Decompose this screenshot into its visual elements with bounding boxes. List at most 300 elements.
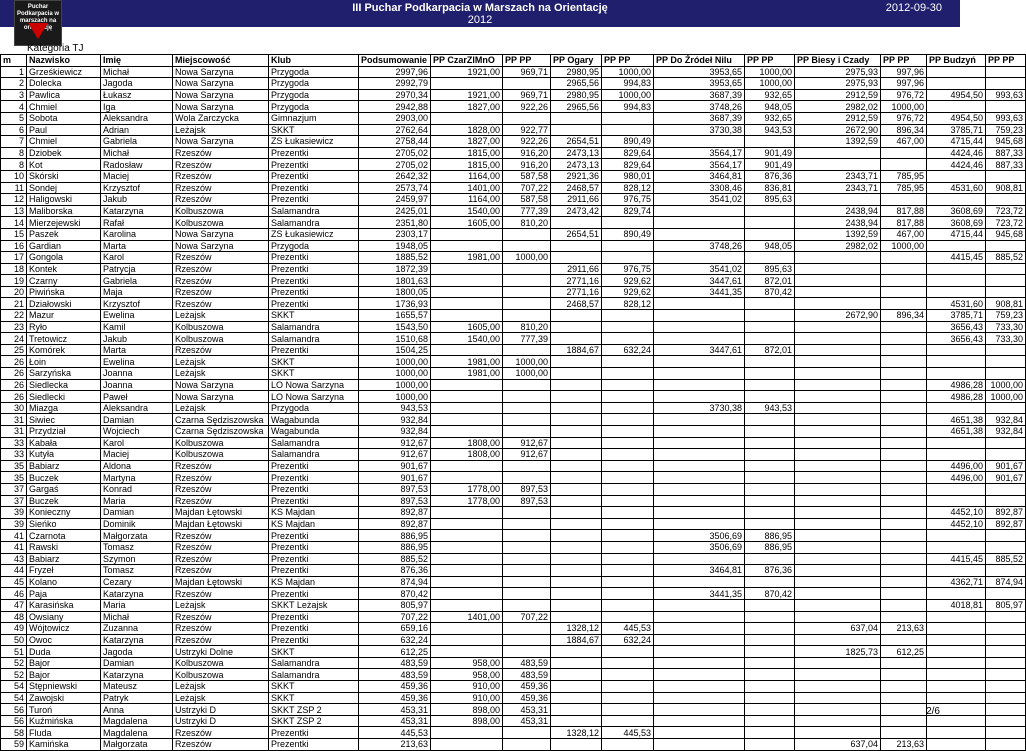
table-cell: Sieńko bbox=[27, 518, 101, 530]
table-cell bbox=[881, 356, 927, 368]
table-cell bbox=[503, 623, 551, 635]
table-cell bbox=[795, 298, 881, 310]
table-cell bbox=[551, 356, 602, 368]
table-cell: Stępniewski bbox=[27, 681, 101, 693]
table-cell: 4954,50 bbox=[927, 89, 986, 101]
table-cell: Tomasz bbox=[101, 565, 173, 577]
table-cell: Rzeszów bbox=[173, 286, 269, 298]
table-cell: 1801,63 bbox=[359, 275, 431, 287]
table-cell: 3608,69 bbox=[927, 217, 986, 229]
table-cell: 922,77 bbox=[503, 124, 551, 136]
table-cell bbox=[602, 124, 654, 136]
table-cell: 3656,43 bbox=[927, 333, 986, 345]
table-cell: Sarzyńska bbox=[27, 368, 101, 380]
table-cell bbox=[431, 634, 503, 646]
table-cell: 1000,00 bbox=[745, 66, 795, 78]
table-cell: 1808,00 bbox=[431, 449, 503, 461]
table-cell: Prezentki bbox=[269, 182, 359, 194]
table-cell bbox=[927, 530, 986, 542]
table-cell: Siedlecki bbox=[27, 391, 101, 403]
table-cell bbox=[602, 530, 654, 542]
table-cell bbox=[503, 275, 551, 287]
table-cell bbox=[881, 715, 927, 727]
table-cell: 3464,81 bbox=[654, 170, 745, 182]
table-cell: Mierzejewski bbox=[27, 217, 101, 229]
table-cell bbox=[654, 623, 745, 635]
column-header: PP PP bbox=[881, 55, 927, 67]
table-row bbox=[1, 657, 1026, 669]
table-cell bbox=[551, 472, 602, 484]
table-cell bbox=[795, 507, 881, 519]
table-cell bbox=[503, 472, 551, 484]
table-cell bbox=[551, 507, 602, 519]
table-cell bbox=[654, 310, 745, 322]
table-cell: Kolbuszowa bbox=[173, 205, 269, 217]
table-cell: Maria bbox=[101, 495, 173, 507]
table-cell: Sondej bbox=[27, 182, 101, 194]
table-cell: 829,74 bbox=[602, 205, 654, 217]
table-cell bbox=[602, 518, 654, 530]
table-cell: 2343,71 bbox=[795, 182, 881, 194]
table-cell bbox=[745, 217, 795, 229]
table-cell: Rzeszów bbox=[173, 159, 269, 171]
table-row bbox=[1, 530, 1026, 542]
table-cell: 1884,67 bbox=[551, 634, 602, 646]
table-cell bbox=[881, 298, 927, 310]
table-cell: 41 bbox=[1, 541, 27, 553]
table-cell bbox=[431, 541, 503, 553]
table-cell bbox=[745, 228, 795, 240]
table-cell bbox=[881, 263, 927, 275]
table-cell: 37 bbox=[1, 483, 27, 495]
table-cell: 976,72 bbox=[881, 112, 927, 124]
table-cell bbox=[602, 321, 654, 333]
table-cell: 2997,96 bbox=[359, 66, 431, 78]
page-number: 2/6 bbox=[926, 706, 940, 717]
table-cell bbox=[654, 426, 745, 438]
table-cell: Damian bbox=[101, 507, 173, 519]
page-title: III Puchar Podkarpacia w Marszach na Orientację bbox=[352, 2, 608, 14]
table-cell bbox=[602, 240, 654, 252]
table-cell bbox=[881, 692, 927, 704]
table-cell bbox=[551, 437, 602, 449]
table-cell: 54 bbox=[1, 681, 27, 693]
table-cell: 829,64 bbox=[602, 159, 654, 171]
table-cell: 4415,45 bbox=[927, 553, 986, 565]
table-row bbox=[1, 170, 1026, 182]
table-cell: 759,23 bbox=[986, 310, 1026, 322]
table-cell: 59 bbox=[1, 739, 27, 751]
table-cell: Kuźmińska bbox=[27, 715, 101, 727]
table-cell: 1981,00 bbox=[431, 252, 503, 264]
table-cell bbox=[503, 599, 551, 611]
table-cell: 829,64 bbox=[602, 147, 654, 159]
table-cell bbox=[431, 426, 503, 438]
table-cell: 3564,17 bbox=[654, 159, 745, 171]
table-cell: Pawlica bbox=[27, 89, 101, 101]
table-cell: 8 bbox=[1, 147, 27, 159]
table-cell bbox=[654, 727, 745, 739]
table-cell: 885,52 bbox=[986, 252, 1026, 264]
table-cell: 1510,68 bbox=[359, 333, 431, 345]
table-cell bbox=[927, 541, 986, 553]
table-row bbox=[1, 368, 1026, 380]
cup-logo bbox=[14, 0, 62, 46]
table-cell bbox=[795, 588, 881, 600]
table-cell: Wagabunda bbox=[269, 426, 359, 438]
table-cell: Wagabunda bbox=[269, 414, 359, 426]
table-cell: 777,39 bbox=[503, 205, 551, 217]
table-cell: 2573,74 bbox=[359, 182, 431, 194]
table-cell: Kolano bbox=[27, 576, 101, 588]
table-row bbox=[1, 89, 1026, 101]
table-cell: Katarzyna bbox=[101, 588, 173, 600]
table-cell: 3441,35 bbox=[654, 286, 745, 298]
table-cell bbox=[431, 507, 503, 519]
table-cell: 459,36 bbox=[359, 681, 431, 693]
table-cell bbox=[795, 472, 881, 484]
table-cell: 3730,38 bbox=[654, 124, 745, 136]
table-cell: 16 bbox=[1, 240, 27, 252]
table-cell bbox=[551, 588, 602, 600]
table-cell: 483,59 bbox=[359, 657, 431, 669]
table-cell: 876,36 bbox=[745, 565, 795, 577]
table-cell bbox=[551, 715, 602, 727]
table-cell: 897,53 bbox=[359, 495, 431, 507]
table-cell bbox=[654, 449, 745, 461]
table-cell bbox=[551, 541, 602, 553]
table-cell: 901,67 bbox=[986, 460, 1026, 472]
table-cell bbox=[654, 437, 745, 449]
table-cell: 932,84 bbox=[359, 426, 431, 438]
table-cell: Patrycja bbox=[101, 263, 173, 275]
table-cell bbox=[602, 460, 654, 472]
table-cell: 733,30 bbox=[986, 321, 1026, 333]
table-cell bbox=[927, 368, 986, 380]
table-cell: Kolbuszowa bbox=[173, 217, 269, 229]
table-cell: 2459,97 bbox=[359, 194, 431, 206]
table-cell bbox=[927, 495, 986, 507]
table-cell bbox=[654, 368, 745, 380]
table-cell bbox=[986, 437, 1026, 449]
table-cell: 892,87 bbox=[986, 518, 1026, 530]
table-cell: 948,05 bbox=[745, 240, 795, 252]
table-cell: KS Majdan bbox=[269, 518, 359, 530]
table-cell bbox=[986, 449, 1026, 461]
table-row bbox=[1, 78, 1026, 90]
table-cell: 35 bbox=[1, 472, 27, 484]
table-cell: KS Majdan bbox=[269, 576, 359, 588]
table-row bbox=[1, 495, 1026, 507]
column-header: PP PP bbox=[602, 55, 654, 67]
table-cell: 467,00 bbox=[881, 228, 927, 240]
table-cell bbox=[745, 704, 795, 716]
table-cell: Rafał bbox=[101, 217, 173, 229]
table-cell: Krzysztof bbox=[101, 298, 173, 310]
table-row bbox=[1, 205, 1026, 217]
table-cell bbox=[881, 379, 927, 391]
table-cell bbox=[881, 634, 927, 646]
table-cell: Paja bbox=[27, 588, 101, 600]
table-row bbox=[1, 472, 1026, 484]
table-cell: Prezentki bbox=[269, 170, 359, 182]
table-cell: 976,75 bbox=[602, 194, 654, 206]
table-cell: 2980,95 bbox=[551, 89, 602, 101]
table-cell bbox=[986, 611, 1026, 623]
table-cell bbox=[654, 391, 745, 403]
table-cell: 2758,44 bbox=[359, 136, 431, 148]
table-cell: 896,34 bbox=[881, 310, 927, 322]
table-cell: Miazga bbox=[27, 402, 101, 414]
table-cell bbox=[654, 333, 745, 345]
table-cell: 908,81 bbox=[986, 182, 1026, 194]
table-cell bbox=[503, 263, 551, 275]
table-cell bbox=[881, 286, 927, 298]
table-cell: 836,81 bbox=[745, 182, 795, 194]
table-cell bbox=[927, 657, 986, 669]
table-cell: 26 bbox=[1, 356, 27, 368]
table-cell: Ustrzyki D bbox=[173, 704, 269, 716]
table-cell bbox=[745, 136, 795, 148]
logo-mark-icon bbox=[28, 23, 48, 39]
table-cell bbox=[503, 634, 551, 646]
table-cell bbox=[551, 692, 602, 704]
table-cell bbox=[654, 472, 745, 484]
table-cell: Rzeszów bbox=[173, 634, 269, 646]
table-cell: 1000,00 bbox=[881, 101, 927, 113]
table-cell: Rzeszów bbox=[173, 194, 269, 206]
table-cell bbox=[602, 437, 654, 449]
table-cell bbox=[927, 402, 986, 414]
table-cell bbox=[654, 704, 745, 716]
table-cell: Leżajsk bbox=[173, 310, 269, 322]
table-cell bbox=[745, 368, 795, 380]
table-cell: 1000,00 bbox=[359, 368, 431, 380]
table-cell: Martyna bbox=[101, 472, 173, 484]
table-cell bbox=[654, 576, 745, 588]
table-cell bbox=[927, 611, 986, 623]
table-cell: Majdan Łętowski bbox=[173, 518, 269, 530]
table-cell bbox=[881, 553, 927, 565]
table-cell: SKKT bbox=[269, 356, 359, 368]
table-cell bbox=[431, 576, 503, 588]
table-cell bbox=[551, 112, 602, 124]
table-cell: 1000,00 bbox=[359, 379, 431, 391]
table-cell bbox=[795, 321, 881, 333]
table-cell: 976,75 bbox=[602, 263, 654, 275]
table-row bbox=[1, 507, 1026, 519]
table-cell bbox=[431, 553, 503, 565]
table-cell: 1328,12 bbox=[551, 727, 602, 739]
table-cell: 969,71 bbox=[503, 66, 551, 78]
table-cell: 1655,57 bbox=[359, 310, 431, 322]
table-cell: Karol bbox=[101, 437, 173, 449]
table-cell bbox=[654, 681, 745, 693]
table-row bbox=[1, 124, 1026, 136]
table-cell: Mateusz bbox=[101, 681, 173, 693]
table-cell: 2942,88 bbox=[359, 101, 431, 113]
table-cell: Owsiany bbox=[27, 611, 101, 623]
table-cell: Magdalena bbox=[101, 715, 173, 727]
table-cell bbox=[503, 460, 551, 472]
table-cell: Krzysztof bbox=[101, 182, 173, 194]
table-cell: 885,52 bbox=[986, 553, 1026, 565]
table-cell bbox=[551, 368, 602, 380]
table-cell: Tomasz bbox=[101, 541, 173, 553]
table-cell bbox=[654, 495, 745, 507]
table-cell: Rzeszów bbox=[173, 460, 269, 472]
table-cell bbox=[602, 669, 654, 681]
table-cell: 3608,69 bbox=[927, 205, 986, 217]
table-cell bbox=[927, 681, 986, 693]
table-cell: Czarnota bbox=[27, 530, 101, 542]
table-row bbox=[1, 692, 1026, 704]
table-cell: 945,68 bbox=[986, 228, 1026, 240]
table-row bbox=[1, 391, 1026, 403]
table-cell bbox=[745, 623, 795, 635]
table-cell bbox=[986, 194, 1026, 206]
table-cell: 632,24 bbox=[602, 344, 654, 356]
table-cell bbox=[503, 78, 551, 90]
table-cell: 1605,00 bbox=[431, 321, 503, 333]
table-cell bbox=[503, 553, 551, 565]
table-cell bbox=[551, 530, 602, 542]
table-cell: Salamandra bbox=[269, 333, 359, 345]
table-cell bbox=[551, 124, 602, 136]
table-cell: 2771,16 bbox=[551, 286, 602, 298]
table-cell: Konrad bbox=[101, 483, 173, 495]
table-cell: 1164,00 bbox=[431, 194, 503, 206]
table-cell bbox=[745, 518, 795, 530]
table-cell: Prezentki bbox=[269, 344, 359, 356]
table-cell bbox=[602, 576, 654, 588]
table-cell: 4496,00 bbox=[927, 460, 986, 472]
column-header: PP Biesy i Czady bbox=[795, 55, 881, 67]
table-cell: 723,72 bbox=[986, 205, 1026, 217]
column-header: PP Budzyń bbox=[927, 55, 986, 67]
table-cell: Prezentki bbox=[269, 623, 359, 635]
table-row bbox=[1, 704, 1026, 716]
results-table bbox=[0, 54, 1026, 751]
table-cell: Prezentki bbox=[269, 263, 359, 275]
table-cell: 993,63 bbox=[986, 89, 1026, 101]
table-cell bbox=[927, 727, 986, 739]
table-cell bbox=[745, 252, 795, 264]
table-cell: Ewelina bbox=[101, 310, 173, 322]
table-cell bbox=[927, 623, 986, 635]
table-cell: 659,16 bbox=[359, 623, 431, 635]
table-cell bbox=[881, 147, 927, 159]
table-cell: 2473,13 bbox=[551, 159, 602, 171]
table-cell bbox=[881, 704, 927, 716]
table-cell: Prezentki bbox=[269, 147, 359, 159]
table-cell bbox=[881, 657, 927, 669]
table-cell: Kolbuszowa bbox=[173, 437, 269, 449]
table-cell bbox=[881, 402, 927, 414]
table-cell: 52 bbox=[1, 657, 27, 669]
table-row bbox=[1, 599, 1026, 611]
table-cell bbox=[795, 344, 881, 356]
table-cell: Rzeszów bbox=[173, 472, 269, 484]
table-cell bbox=[654, 460, 745, 472]
table-cell bbox=[551, 657, 602, 669]
table-cell: 870,42 bbox=[359, 588, 431, 600]
logo-text: Puchar Podkarpacia w marszach na orientację bbox=[16, 4, 60, 31]
table-cell: Rzeszów bbox=[173, 588, 269, 600]
table-cell: 890,49 bbox=[602, 228, 654, 240]
table-row bbox=[1, 321, 1026, 333]
table-cell: 1921,00 bbox=[431, 66, 503, 78]
table-cell bbox=[602, 402, 654, 414]
table-cell: 1000,00 bbox=[986, 391, 1026, 403]
table-cell: 43 bbox=[1, 553, 27, 565]
table-cell: 994,83 bbox=[602, 78, 654, 90]
table-cell: Przydział bbox=[27, 426, 101, 438]
table-cell: Maja bbox=[101, 286, 173, 298]
table-cell: 445,53 bbox=[602, 623, 654, 635]
table-cell: 453,31 bbox=[503, 704, 551, 716]
table-cell: 37 bbox=[1, 495, 27, 507]
table-cell: 632,24 bbox=[359, 634, 431, 646]
table-cell bbox=[503, 739, 551, 751]
table-cell: 48 bbox=[1, 611, 27, 623]
table-cell bbox=[795, 611, 881, 623]
table-cell bbox=[602, 599, 654, 611]
table-cell: Fluda bbox=[27, 727, 101, 739]
table-cell bbox=[881, 426, 927, 438]
table-cell: 908,81 bbox=[986, 298, 1026, 310]
table-cell bbox=[881, 681, 927, 693]
table-cell: 1827,00 bbox=[431, 136, 503, 148]
table-cell: Adrian bbox=[101, 124, 173, 136]
table-cell: 54 bbox=[1, 692, 27, 704]
table-cell: Aleksandra bbox=[101, 402, 173, 414]
table-cell bbox=[654, 379, 745, 391]
table-cell bbox=[795, 530, 881, 542]
table-cell: 1000,00 bbox=[986, 379, 1026, 391]
table-cell: 897,53 bbox=[503, 495, 551, 507]
table-cell: Nowa Sarzyna bbox=[173, 228, 269, 240]
table-cell: 35 bbox=[1, 460, 27, 472]
table-cell bbox=[927, 78, 986, 90]
table-cell: 3308,46 bbox=[654, 182, 745, 194]
table-cell bbox=[551, 704, 602, 716]
column-header: PP CzarZlMnO bbox=[431, 55, 503, 67]
table-cell bbox=[927, 240, 986, 252]
table-cell bbox=[745, 669, 795, 681]
table-cell bbox=[503, 402, 551, 414]
table-cell: 3447,61 bbox=[654, 275, 745, 287]
table-cell: 1328,12 bbox=[551, 623, 602, 635]
table-cell: 44 bbox=[1, 565, 27, 577]
table-cell bbox=[654, 483, 745, 495]
table-cell bbox=[431, 565, 503, 577]
table-cell: SKKT Leżajsk bbox=[269, 599, 359, 611]
table-cell bbox=[986, 704, 1026, 716]
table-cell bbox=[431, 472, 503, 484]
table-cell: Marta bbox=[101, 240, 173, 252]
table-cell: 943,53 bbox=[359, 402, 431, 414]
table-cell: 4424,46 bbox=[927, 159, 986, 171]
table-cell: 1164,00 bbox=[431, 170, 503, 182]
table-cell: Maria bbox=[101, 599, 173, 611]
table-cell: 587,58 bbox=[503, 170, 551, 182]
table-cell: Kolbuszowa bbox=[173, 449, 269, 461]
table-cell: 870,42 bbox=[745, 588, 795, 600]
table-cell: Kamil bbox=[101, 321, 173, 333]
table-cell: Iga bbox=[101, 101, 173, 113]
table-cell bbox=[986, 495, 1026, 507]
